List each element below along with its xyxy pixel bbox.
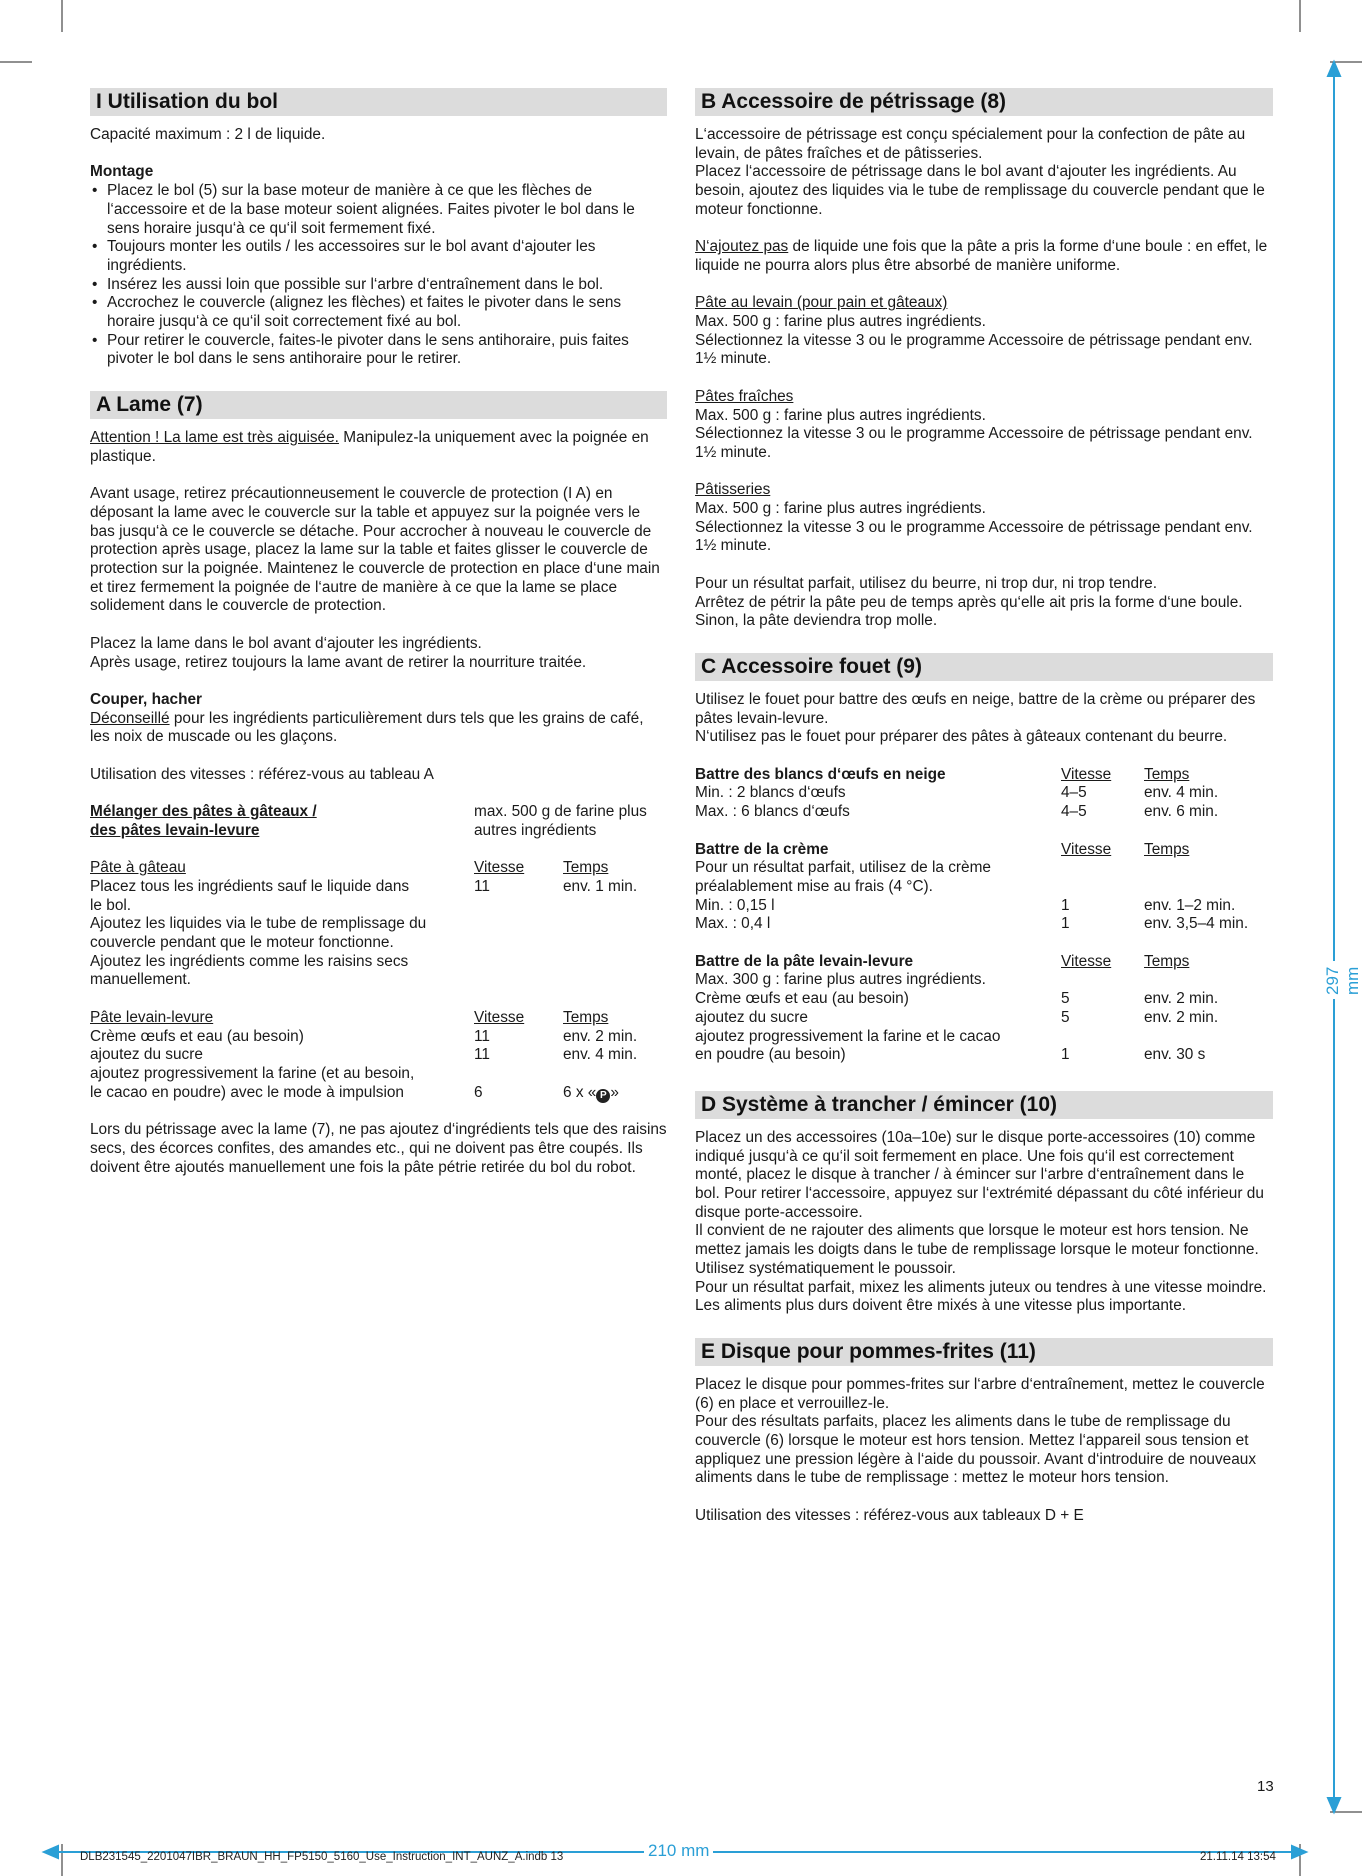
text-line: des pâtes levain-levure bbox=[90, 821, 260, 839]
text-line: L‘accessoire de pétrissage est conçu spécialement pour la confection de pâte au levain, de pâtes fraîches et de pâtisseries. bbox=[695, 126, 1246, 162]
group-label: Pâte au levain (pour pain et gâteaux) bbox=[695, 294, 948, 312]
table-row bbox=[695, 897, 1273, 916]
section-whisk bbox=[695, 653, 1273, 1065]
text-line: max. 500 g de farine plus bbox=[474, 803, 647, 821]
text-line: Sélectionnez la vitesse 3 ou le programme Accessoire de pétrissage pendant env. 1½ minute. bbox=[695, 425, 1253, 461]
row-text: ajoutez du sucre bbox=[695, 1008, 808, 1026]
row-speed bbox=[474, 1065, 563, 1103]
section-kneading bbox=[695, 88, 1273, 631]
table-row bbox=[90, 953, 667, 990]
row-text: Max. 300 g : farine plus autres ingrédients. bbox=[695, 971, 986, 989]
text-line: Sélectionnez la vitesse 3 ou le programme Accessoire de pétrissage pendant env. 1½ minute. bbox=[695, 331, 1253, 368]
text-line: Placez le disque pour pommes-frites sur l‘arbre d‘entraînement, mettez le couvercle (6) en place et verrouillez-le. bbox=[695, 1375, 1265, 1412]
closing-note: Lors du pétrissage avec la lame (7), ne pas ajoutez d‘ingrédients tels que des raisins secs, des écorces confites, des amandes etc., qui ne doivent pas être coupés. Ils doivent être ajoutés manuellement une fois la pâte pétrie retirée du bol du robot. bbox=[90, 1121, 667, 1176]
footer-date: 21.11.14 13:54 bbox=[1200, 1851, 1276, 1863]
dough-group bbox=[695, 294, 1273, 369]
row-text: Min. : 0,15 l bbox=[695, 896, 775, 914]
row-time: env. 4 min. bbox=[563, 1046, 638, 1064]
speed-header: Vitesse bbox=[1061, 765, 1112, 783]
table-header-row bbox=[695, 841, 1273, 860]
table-row bbox=[695, 1009, 1273, 1028]
row-time bbox=[563, 1065, 667, 1103]
list-item: • Accrochez le couvercle (alignez les flèches) et faites le pivoter dans le sens horaire jusqu‘à ce qu‘il soit correctement fixé au bol. bbox=[90, 294, 667, 331]
text-line: Arrêtez de pétrir la pâte peu de temps après qu‘elle ait pris la forme d‘une boule. Sinon, la pâte deviendra trop molle. bbox=[695, 593, 1243, 630]
dough-group bbox=[695, 481, 1273, 556]
text-line: Pour un résultat parfait, utilisez de la crème bbox=[695, 859, 991, 877]
row-text bbox=[90, 878, 474, 915]
text-line: préalablement mise au frais (4 °C). bbox=[695, 877, 933, 895]
row-speed: 4–5 bbox=[1061, 784, 1087, 802]
row-time: env. 4 min. bbox=[1144, 784, 1219, 802]
row-speed: 5 bbox=[1061, 990, 1070, 1008]
speed-header: Vitesse bbox=[1061, 840, 1112, 858]
kneading-outro bbox=[695, 575, 1273, 631]
table-row bbox=[695, 971, 1273, 990]
row-text bbox=[695, 859, 1061, 896]
dough-group bbox=[695, 388, 1273, 463]
warning-rest: de liquide une fois que la pâte a pris la forme d‘une boule : en effet, le liquide ne pourra alors plus être absorbé de manière uniforme. bbox=[695, 238, 1268, 274]
text-line: le cacao en poudre) avec le mode à impulsion bbox=[90, 1083, 404, 1101]
table-row bbox=[695, 859, 1273, 896]
row-speed: 11 bbox=[474, 877, 490, 895]
yeast-label: Pâte levain-levure bbox=[90, 1008, 214, 1026]
text-line: Max. 500 g : farine plus autres ingrédients. bbox=[695, 313, 986, 330]
section-title: B Accessoire de pétrissage (8) bbox=[695, 88, 1273, 116]
row-text: Ajoutez les liquides via le tube de remplissage du couvercle pendant que le moteur fonctionne. bbox=[90, 915, 427, 952]
text-line: Placez l‘accessoire de pétrissage dans le bol avant d‘ajouter les ingrédients. Au besoin, ajoutez des liquides via le tube de remplissage du couvercle pendant que le moteur fonctionne. bbox=[695, 163, 1265, 218]
pulse-prefix: 6 x « bbox=[563, 1083, 597, 1101]
row-text bbox=[90, 1065, 474, 1103]
table-row bbox=[90, 878, 667, 915]
table-header-row bbox=[90, 1009, 667, 1028]
text-line: Mélanger des pâtes à gâteaux / bbox=[90, 803, 317, 821]
mix-title bbox=[90, 803, 474, 840]
row-speed: 1 bbox=[1061, 915, 1070, 933]
kneading-intro bbox=[695, 126, 1273, 220]
row-time: env. 6 min. bbox=[1144, 803, 1219, 821]
text-line: ajoutez progressivement la farine (et au besoin, bbox=[90, 1064, 415, 1082]
section-title: C Accessoire fouet (9) bbox=[695, 653, 1273, 681]
row-time bbox=[1144, 1028, 1273, 1065]
group-label: Pâtisseries bbox=[695, 481, 771, 499]
text-line: env. 30 s bbox=[1144, 1046, 1206, 1064]
table-row bbox=[695, 915, 1273, 934]
kneading-warning bbox=[695, 238, 1273, 275]
pulse-icon: P bbox=[596, 1089, 610, 1103]
table-row bbox=[695, 990, 1273, 1009]
pulse-suffix: » bbox=[610, 1083, 619, 1101]
row-text: Max. : 6 blancs d‘œufs bbox=[695, 803, 850, 821]
table-row bbox=[90, 1046, 667, 1065]
time-header: Temps bbox=[563, 859, 609, 877]
text-line: en poudre (au besoin) bbox=[695, 1046, 846, 1064]
height-dimension-label: 297 mm bbox=[1323, 961, 1362, 999]
text-line: Pour des résultats parfaits, placez les aliments dans le tube de remplissage du couvercle (6) lorsque le moteur est hors tension. Mettez l‘appareil sous tension et appliquez une pression légère à l‘aide du poussoir. Avant d‘introduire de nouveaux aliments dans le tube de remplissage : mettez le moteur hors tension. bbox=[695, 1413, 1257, 1487]
list-item: • Placez le bol (5) sur la base moteur de manière à ce que les flèches de l‘accessoire et de la base moteur soient alignées. Faites pivoter le bol dans le sens horaire jusqu‘à ce qu‘il soit fermement fixé. bbox=[90, 182, 667, 238]
row-time: env. 1–2 min. bbox=[1144, 896, 1236, 914]
section-title: A Lame (7) bbox=[90, 391, 667, 419]
egg-title: Battre des blancs d‘œufs en neige bbox=[695, 765, 946, 783]
yeast-title: Battre de la pâte levain-levure bbox=[695, 952, 914, 970]
section-title: D Système à trancher / émincer (10) bbox=[695, 1091, 1273, 1119]
page-number: 13 bbox=[1257, 1778, 1274, 1795]
group-label: Pâtes fraîches bbox=[695, 387, 794, 405]
table-header-row bbox=[90, 859, 667, 878]
row-time: env. 2 min. bbox=[1144, 1008, 1219, 1026]
row-text: Crème œufs et eau (au besoin) bbox=[90, 1027, 304, 1045]
time-header: Temps bbox=[1144, 840, 1190, 858]
table-row bbox=[90, 1028, 667, 1047]
row-speed bbox=[1061, 1028, 1144, 1065]
section-title: E Disque pour pommes-frites (11) bbox=[695, 1338, 1273, 1366]
width-dimension-label: 210 mm bbox=[644, 1841, 713, 1861]
width-arrow-right bbox=[1292, 1846, 1306, 1858]
table-header-row bbox=[695, 766, 1273, 785]
section-slicer bbox=[695, 1091, 1273, 1316]
text-line: Max. 500 g : farine plus autres ingrédients. bbox=[695, 500, 986, 517]
mix-note bbox=[474, 803, 667, 840]
text-line: Max. 500 g : farine plus autres ingrédients. bbox=[695, 406, 986, 424]
text-line: Placez la lame dans le bol avant d‘ajouter les ingrédients. bbox=[90, 634, 482, 652]
time-header: Temps bbox=[1144, 952, 1190, 970]
list-item: • Pour retirer le couvercle, faites-le pivoter dans le sens antihoraire, puis faites pivoter le bol dans le sens antihoraire pour le retirer. bbox=[90, 332, 667, 369]
time-header: Temps bbox=[563, 1008, 609, 1026]
row-text: Crème œufs et eau (au besoin) bbox=[695, 990, 909, 1008]
whisk-intro bbox=[695, 691, 1273, 747]
attention-text bbox=[90, 429, 667, 466]
section-bowl bbox=[90, 88, 667, 369]
table-row bbox=[695, 803, 1273, 822]
chop-warning: Déconseillé bbox=[90, 709, 170, 727]
speed-header: Vitesse bbox=[474, 859, 525, 877]
text-line: 6 bbox=[474, 1083, 483, 1101]
row-time: env. 1 min. bbox=[563, 877, 638, 895]
height-arrow-bottom bbox=[1328, 1798, 1340, 1812]
speed-header: Vitesse bbox=[1061, 952, 1112, 970]
fries-text bbox=[695, 1376, 1273, 1488]
table-row bbox=[695, 784, 1273, 803]
whisk-table bbox=[695, 766, 1273, 1065]
list-item: • Insérez les aussi loin que possible sur l‘arbre d‘entraînement dans le bol. bbox=[90, 276, 667, 295]
table-row bbox=[695, 1028, 1273, 1065]
row-time: env. 2 min. bbox=[563, 1027, 638, 1045]
left-column bbox=[90, 88, 667, 1199]
blade-usage-text bbox=[90, 635, 667, 672]
row-text bbox=[695, 1028, 1061, 1065]
text-line: 1 bbox=[1061, 1046, 1070, 1064]
row-speed: 5 bbox=[1061, 1008, 1070, 1026]
right-column bbox=[695, 88, 1273, 1548]
section-blade bbox=[90, 391, 667, 1177]
attention-rest: Manipulez-la uniquement avec la poignée en plastique. bbox=[90, 429, 649, 465]
speeds-reference: Utilisation des vitesses : référez-vous au tableau A bbox=[90, 765, 434, 783]
row-text: Max. : 0,4 l bbox=[695, 915, 771, 933]
text-line: Placez tous les ingrédients sauf le liquide dans bbox=[90, 877, 410, 895]
chop-text bbox=[90, 710, 667, 747]
section-fries bbox=[695, 1338, 1273, 1526]
cream-title: Battre de la crème bbox=[695, 840, 829, 858]
speed-header: Vitesse bbox=[474, 1008, 525, 1026]
row-time: env. 3,5–4 min. bbox=[1144, 915, 1249, 933]
cake-label: Pâte à gâteau bbox=[90, 859, 186, 877]
text-line: Placez un des accessoires (10a–10e) sur le disque porte-accessoires (10) comme indiqué jusqu‘à ce qu‘il soit fermement en place. Une fois qu‘il est correctement monté, placez le disque à trancher / à émincer sur l‘arbre d‘entraînement dans le bol. Pour retirer l‘accessoire, appuyez sur l‘extrémité dépassant du côté inférieur du disque porte-accessoire. bbox=[695, 1128, 1264, 1221]
text-line: Pour un résultat parfait, utilisez du beurre, ni trop dur, ni trop tendre. bbox=[695, 574, 1157, 592]
row-time: env. 2 min. bbox=[1144, 990, 1219, 1008]
text-line: Pour un résultat parfait, mixez les aliments juteux ou tendres à une vitesse moindre. Les aliments plus durs doivent être mixés à une vitesse plus importante. bbox=[695, 1278, 1267, 1315]
capacity-text: Capacité maximum : 2 l de liquide. bbox=[90, 126, 326, 143]
text-line: le bol. bbox=[90, 896, 132, 914]
attention-warning: Attention ! La lame est très aiguisée. bbox=[90, 429, 339, 447]
mixing-table bbox=[90, 803, 667, 1103]
row-speed: 11 bbox=[474, 1046, 490, 1064]
row-text: Min. : 2 blancs d‘œufs bbox=[695, 784, 846, 802]
row-text: Ajoutez les ingrédients comme les raisins secs manuellement. bbox=[90, 952, 409, 989]
row-speed: 1 bbox=[1061, 896, 1070, 914]
table-header-row bbox=[695, 953, 1273, 972]
chop-rest: pour les ingrédients particulièrement durs tels que les grains de café, les noix de muscade ou les glaçons. bbox=[90, 709, 644, 746]
text-line: Utilisez le fouet pour battre des œufs en neige, battre de la crème ou préparer des pâtes levain-levure. bbox=[695, 690, 1256, 727]
text-line: Il convient de ne rajouter des aliments que lorsque le moteur est hors tension. Ne mettez jamais les doigts dans le tube de remplissage lorsque le moteur fonctionne. Utilisez systématiquement le poussoir. bbox=[695, 1222, 1259, 1277]
text-line: Après usage, retirez toujours la lame avant de retirer la nourriture traitée. bbox=[90, 653, 587, 671]
montage-list bbox=[90, 182, 667, 369]
text-line: Sélectionnez la vitesse 3 ou le programme Accessoire de pétrissage pendant env. 1½ minute. bbox=[695, 518, 1253, 555]
speeds-reference: Utilisation des vitesses : référez-vous aux tableaux D + E bbox=[695, 1506, 1084, 1524]
row-speed: 11 bbox=[474, 1027, 490, 1045]
table-row bbox=[90, 803, 667, 840]
time-header: Temps bbox=[1144, 765, 1190, 783]
section-title: I Utilisation du bol bbox=[90, 88, 667, 116]
footer-filename: DLB231545_2201047IBR_BRAUN_HH_FP5150_5160_Use_Instruction_INT_AUNZ_A.indb 13 bbox=[80, 1851, 564, 1863]
text-line: autres ingrédients bbox=[474, 821, 597, 839]
text-line: ajoutez progressivement la farine et le cacao bbox=[695, 1027, 1001, 1045]
chop-label: Couper, hacher bbox=[90, 690, 203, 708]
list-item: • Toujours monter les outils / les accessoires sur le bol avant d‘ajouter les ingrédients. bbox=[90, 238, 667, 275]
montage-label: Montage bbox=[90, 163, 154, 181]
warning-underlined: N‘ajoutez pas bbox=[695, 238, 789, 256]
table-row bbox=[90, 915, 667, 952]
width-arrow-left bbox=[44, 1846, 58, 1858]
blade-cover-text: Avant usage, retirez précautionneusement le couvercle de protection (I A) en déposant la lame avec le couvercle sur la table et appuyez sur la poignée vers le bas jusqu‘à ce le couvercle se détache. Pour accrocher à nouveau le couvercle de protection après usage, placez la lame sur la table et faites glisser le couvercle de protection sur la poignée. Maintenez le couvercle de protection en place d‘une main et tirez fermement la poignée de l‘autre de manière à ce que la lame se place solidement dans le couvercle de protection. bbox=[90, 485, 660, 615]
height-arrow-top bbox=[1328, 62, 1340, 76]
row-text: ajoutez du sucre bbox=[90, 1046, 203, 1064]
table-row bbox=[90, 1065, 667, 1103]
text-line: N‘utilisez pas le fouet pour préparer des pâtes à gâteaux contenant du beurre. bbox=[695, 728, 1228, 746]
row-speed: 4–5 bbox=[1061, 803, 1087, 821]
slicer-text bbox=[695, 1129, 1273, 1316]
